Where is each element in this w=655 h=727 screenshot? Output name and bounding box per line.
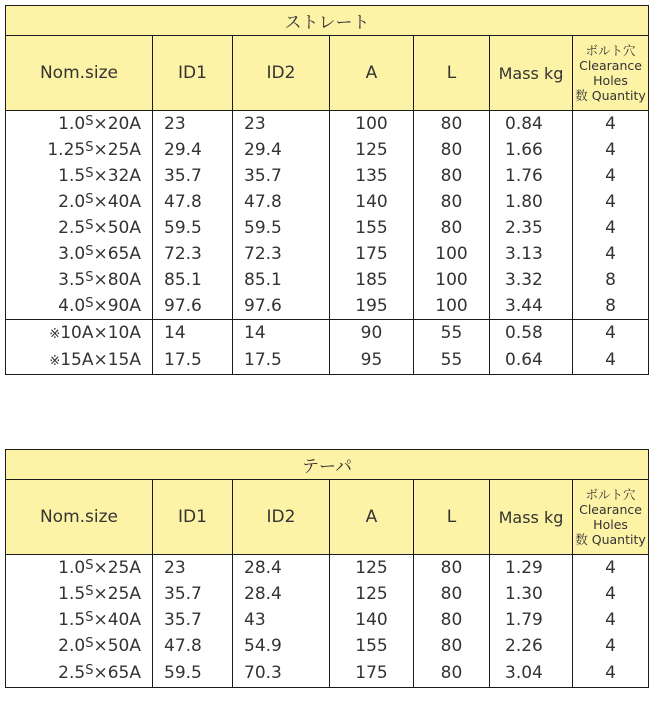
size-sup: S bbox=[85, 140, 94, 155]
cell-quantity: 4 bbox=[573, 581, 649, 607]
cell-mass: 3.44 bbox=[490, 293, 573, 320]
cell-quantity: 8 bbox=[573, 293, 649, 320]
size-rest: ×50A bbox=[93, 218, 141, 238]
cell-l: 100 bbox=[414, 267, 490, 293]
cell-a: 125 bbox=[330, 137, 414, 163]
cell-id1: 29.4 bbox=[153, 137, 233, 163]
header-id2: ID2 bbox=[233, 36, 330, 111]
cell-id2: 28.4 bbox=[233, 555, 330, 582]
cell-nom-size bbox=[6, 607, 153, 633]
cell-l: 55 bbox=[414, 320, 490, 347]
table-row bbox=[6, 633, 649, 659]
bolt-header-line: ボルト穴 bbox=[585, 487, 636, 502]
table-row bbox=[6, 581, 649, 607]
straight-table-title: ストレート bbox=[6, 6, 649, 36]
size-main: 2.0 bbox=[58, 192, 86, 212]
cell-l: 80 bbox=[414, 189, 490, 215]
cell-mass: 0.58 bbox=[490, 320, 573, 347]
cell-id2: 29.4 bbox=[233, 137, 330, 163]
cell-nom-size bbox=[6, 267, 153, 293]
size-main: 2.5 bbox=[58, 218, 86, 238]
table-row bbox=[6, 267, 649, 293]
cell-quantity: 8 bbox=[573, 267, 649, 293]
table-row bbox=[6, 607, 649, 633]
cell-nom-size bbox=[6, 346, 153, 375]
size-text: 15A×15A bbox=[60, 350, 141, 370]
header-a: A bbox=[330, 480, 414, 555]
cell-id1: 97.6 bbox=[153, 293, 233, 320]
cell-quantity: 4 bbox=[573, 137, 649, 163]
bolt-header-line: ボルト穴 bbox=[585, 43, 636, 58]
size-sup: S bbox=[85, 558, 94, 573]
cell-l: 100 bbox=[414, 241, 490, 267]
cell-l: 80 bbox=[414, 215, 490, 241]
size-main: 1.5 bbox=[58, 166, 86, 186]
size-sup: S bbox=[85, 610, 94, 625]
table-row bbox=[6, 137, 649, 163]
taper-table-title: テーパ bbox=[6, 450, 649, 480]
size-rest: ×40A bbox=[93, 610, 141, 630]
cell-a: 185 bbox=[330, 267, 414, 293]
cell-nom-size bbox=[6, 137, 153, 163]
cell-nom-size bbox=[6, 293, 153, 320]
size-main: 3.5 bbox=[58, 270, 86, 290]
table-row bbox=[6, 555, 649, 582]
size-rest: ×50A bbox=[93, 636, 141, 656]
bolt-header-line: 数 Quantity bbox=[575, 532, 646, 547]
cell-l: 80 bbox=[414, 607, 490, 633]
header-id1: ID1 bbox=[153, 36, 233, 111]
cell-quantity: 4 bbox=[573, 163, 649, 189]
cell-nom-size bbox=[6, 633, 153, 659]
cell-l: 80 bbox=[414, 137, 490, 163]
header-id2: ID2 bbox=[233, 480, 330, 555]
size-main: 2.5 bbox=[58, 663, 86, 683]
cell-id2: 54.9 bbox=[233, 633, 330, 659]
size-rest: ×20A bbox=[93, 114, 141, 134]
header-id1: ID1 bbox=[153, 480, 233, 555]
size-main: 1.5 bbox=[58, 610, 86, 630]
cell-l: 80 bbox=[414, 163, 490, 189]
cell-quantity: 4 bbox=[573, 555, 649, 582]
cell-l: 80 bbox=[414, 555, 490, 582]
cell-id1: 17.5 bbox=[153, 346, 233, 375]
table-row bbox=[6, 293, 649, 320]
header-l: L bbox=[414, 480, 490, 555]
size-main: 1.0 bbox=[58, 114, 86, 134]
cell-mass: 3.32 bbox=[490, 267, 573, 293]
taper-table-body bbox=[6, 555, 649, 688]
cell-id2: 35.7 bbox=[233, 163, 330, 189]
cell-nom-size bbox=[6, 111, 153, 138]
cell-id2: 97.6 bbox=[233, 293, 330, 320]
cell-id1: 72.3 bbox=[153, 241, 233, 267]
cell-mass: 1.66 bbox=[490, 137, 573, 163]
cell-id1: 23 bbox=[153, 555, 233, 582]
straight-spec-table bbox=[5, 5, 649, 375]
cell-id2: 14 bbox=[233, 320, 330, 347]
cell-id1: 47.8 bbox=[153, 633, 233, 659]
cell-mass: 1.76 bbox=[490, 163, 573, 189]
note-mark: ※ bbox=[49, 354, 61, 369]
cell-quantity: 4 bbox=[573, 633, 649, 659]
size-main: 3.0 bbox=[58, 244, 86, 264]
cell-a: 100 bbox=[330, 111, 414, 138]
size-sup: S bbox=[85, 218, 94, 233]
size-sup: S bbox=[85, 663, 94, 678]
header-nom-size: Nom.size bbox=[6, 480, 153, 555]
cell-id1: 47.8 bbox=[153, 189, 233, 215]
cell-mass: 1.79 bbox=[490, 607, 573, 633]
taper-header-row bbox=[6, 480, 649, 555]
cell-quantity: 4 bbox=[573, 607, 649, 633]
size-rest: ×65A bbox=[93, 663, 141, 683]
cell-a: 125 bbox=[330, 555, 414, 582]
cell-id2: 43 bbox=[233, 607, 330, 633]
size-main: 2.0 bbox=[58, 636, 86, 656]
cell-a: 155 bbox=[330, 215, 414, 241]
cell-id2: 17.5 bbox=[233, 346, 330, 375]
bolt-header-line: 数 Quantity bbox=[575, 88, 646, 103]
cell-mass: 1.30 bbox=[490, 581, 573, 607]
table-row bbox=[6, 659, 649, 688]
cell-l: 80 bbox=[414, 581, 490, 607]
header-mass: Mass kg bbox=[490, 480, 573, 555]
cell-a: 175 bbox=[330, 659, 414, 688]
cell-mass: 0.64 bbox=[490, 346, 573, 375]
cell-quantity: 4 bbox=[573, 111, 649, 138]
cell-a: 135 bbox=[330, 163, 414, 189]
cell-quantity: 4 bbox=[573, 241, 649, 267]
cell-nom-size bbox=[6, 659, 153, 688]
size-sup: S bbox=[85, 296, 94, 311]
size-main: 1.5 bbox=[58, 584, 86, 604]
cell-a: 175 bbox=[330, 241, 414, 267]
bolt-header-line: Holes bbox=[593, 73, 628, 88]
size-sup: S bbox=[85, 584, 94, 599]
size-rest: ×90A bbox=[93, 296, 141, 316]
cell-a: 195 bbox=[330, 293, 414, 320]
cell-id1: 35.7 bbox=[153, 163, 233, 189]
size-sup: S bbox=[85, 244, 94, 259]
size-text: 10A×10A bbox=[60, 323, 141, 343]
table-row bbox=[6, 111, 649, 138]
size-sup: S bbox=[85, 270, 94, 285]
cell-l: 100 bbox=[414, 293, 490, 320]
size-main: 1.0 bbox=[58, 558, 86, 578]
header-nom-size: Nom.size bbox=[6, 36, 153, 111]
cell-nom-size bbox=[6, 320, 153, 347]
cell-id1: 35.7 bbox=[153, 607, 233, 633]
cell-id2: 85.1 bbox=[233, 267, 330, 293]
size-sup: S bbox=[85, 636, 94, 651]
cell-mass: 1.29 bbox=[490, 555, 573, 582]
cell-id1: 35.7 bbox=[153, 581, 233, 607]
header-bolt-holes bbox=[573, 36, 649, 111]
size-sup: S bbox=[85, 192, 94, 207]
cell-mass: 0.84 bbox=[490, 111, 573, 138]
cell-l: 80 bbox=[414, 659, 490, 688]
size-main: 1.25 bbox=[47, 140, 86, 160]
cell-nom-size bbox=[6, 189, 153, 215]
cell-l: 80 bbox=[414, 633, 490, 659]
cell-id2: 23 bbox=[233, 111, 330, 138]
cell-quantity: 4 bbox=[573, 320, 649, 347]
cell-id1: 59.5 bbox=[153, 659, 233, 688]
cell-mass: 3.13 bbox=[490, 241, 573, 267]
cell-mass: 1.80 bbox=[490, 189, 573, 215]
table-row bbox=[6, 241, 649, 267]
cell-a: 90 bbox=[330, 320, 414, 347]
size-rest: ×32A bbox=[93, 166, 141, 186]
cell-quantity: 4 bbox=[573, 346, 649, 375]
cell-l: 55 bbox=[414, 346, 490, 375]
size-rest: ×65A bbox=[93, 244, 141, 264]
cell-id2: 28.4 bbox=[233, 581, 330, 607]
bolt-header-line: Clearance bbox=[579, 502, 642, 517]
size-main: 4.0 bbox=[58, 296, 86, 316]
cell-nom-size bbox=[6, 215, 153, 241]
size-rest: ×25A bbox=[93, 558, 141, 578]
cell-mass: 2.26 bbox=[490, 633, 573, 659]
cell-id2: 72.3 bbox=[233, 241, 330, 267]
cell-id2: 70.3 bbox=[233, 659, 330, 688]
cell-a: 95 bbox=[330, 346, 414, 375]
cell-id2: 59.5 bbox=[233, 215, 330, 241]
straight-header-row bbox=[6, 36, 649, 111]
cell-mass: 3.04 bbox=[490, 659, 573, 688]
cell-nom-size bbox=[6, 581, 153, 607]
cell-id1: 14 bbox=[153, 320, 233, 347]
cell-id2: 47.8 bbox=[233, 189, 330, 215]
cell-id1: 85.1 bbox=[153, 267, 233, 293]
size-rest: ×25A bbox=[93, 140, 141, 160]
cell-nom-size bbox=[6, 555, 153, 582]
cell-a: 125 bbox=[330, 581, 414, 607]
size-sup: S bbox=[85, 166, 94, 181]
table-row bbox=[6, 215, 649, 241]
size-sup: S bbox=[85, 114, 94, 129]
size-rest: ×40A bbox=[93, 192, 141, 212]
cell-quantity: 4 bbox=[573, 189, 649, 215]
note-mark: ※ bbox=[49, 327, 61, 342]
header-a: A bbox=[330, 36, 414, 111]
straight-table-body bbox=[6, 111, 649, 375]
taper-spec-table bbox=[5, 449, 649, 688]
bolt-header-line: Clearance bbox=[579, 58, 642, 73]
table-row bbox=[6, 163, 649, 189]
cell-a: 140 bbox=[330, 189, 414, 215]
cell-a: 140 bbox=[330, 607, 414, 633]
table-row bbox=[6, 346, 649, 375]
cell-quantity: 4 bbox=[573, 659, 649, 688]
header-bolt-holes bbox=[573, 480, 649, 555]
cell-l: 80 bbox=[414, 111, 490, 138]
cell-id1: 23 bbox=[153, 111, 233, 138]
size-rest: ×25A bbox=[93, 584, 141, 604]
table-row bbox=[6, 320, 649, 347]
bolt-header-line: Holes bbox=[593, 517, 628, 532]
header-mass: Mass kg bbox=[490, 36, 573, 111]
cell-a: 155 bbox=[330, 633, 414, 659]
cell-mass: 2.35 bbox=[490, 215, 573, 241]
size-rest: ×80A bbox=[93, 270, 141, 290]
table-row bbox=[6, 189, 649, 215]
cell-nom-size bbox=[6, 241, 153, 267]
header-l: L bbox=[414, 36, 490, 111]
cell-id1: 59.5 bbox=[153, 215, 233, 241]
cell-quantity: 4 bbox=[573, 215, 649, 241]
cell-nom-size bbox=[6, 163, 153, 189]
